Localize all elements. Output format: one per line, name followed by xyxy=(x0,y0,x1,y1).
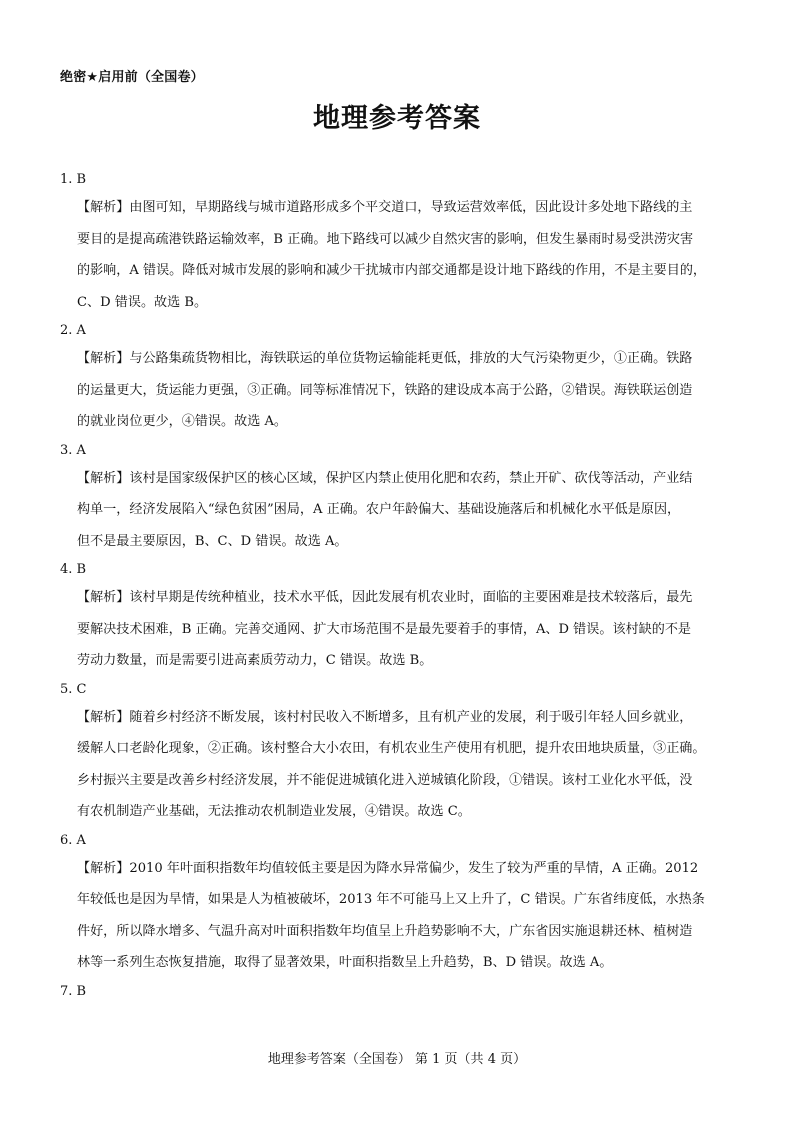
question-number: 4. B xyxy=(60,562,87,577)
question-number: 7. B xyxy=(60,983,87,999)
analysis-line: 有农机制造产业基础，无法推动农机制造业发展，④错误。故选 C。 xyxy=(77,804,471,819)
analysis-line: 【解析】由图可知，早期路线与城市道路形成多个平交道口，导致运营效率低，因此设计多处地下路线的主 xyxy=(77,200,693,215)
analysis-line: 的就业岗位更少，④错误。故选 A。 xyxy=(77,414,288,429)
analysis-line: C、D 错误。故选 B。 xyxy=(77,294,208,310)
page-title: 地理参考答案 xyxy=(313,103,481,134)
analysis-line: 【解析】随着乡村经济不断发展，该村村民收入不断增多，且有机产业的发展，利于吸引年轻人回乡就业， xyxy=(77,709,693,725)
analysis-text xyxy=(77,463,736,558)
analysis-line: 乡村振兴主要是改善乡村经济发展，并不能促进城镇化进入逆城镇化阶段，①错误。该村工业化水平低，没 xyxy=(77,772,693,788)
answer-item-2 xyxy=(60,320,736,438)
analysis-text xyxy=(77,192,736,318)
analysis-line: 要目的是提高疏港铁路运输效率，B 正确。地下路线可以减少自然灾害的影响，但发生暴雨时易受洪涝灾害 xyxy=(77,231,694,247)
analysis-text xyxy=(77,702,736,828)
analysis-line: 【解析】该村是国家级保护区的核心区域，保护区内禁止使用化肥和农药，禁止开矿、砍伐等活动，产业结 xyxy=(77,470,693,486)
analysis-line: 劳动力数量，而是需要引进高素质劳动力，C 错误。故选 B。 xyxy=(77,653,433,668)
analysis-line: 但不是最主要原因，B、C、D 错误。故选 A。 xyxy=(77,533,348,549)
analysis-line: 构单一，经济发展陷入“绿色贫困”困局，A 正确。农户年龄偏大、基础设施落后和机械化水平低是原因， xyxy=(77,502,681,517)
analysis-text xyxy=(77,343,736,438)
question-number: 3. A xyxy=(60,442,86,458)
answer-item-7 xyxy=(60,981,736,1003)
analysis-line: 的运量更大，货运能力更强，③正确。同等标准情况下，铁路的建设成本高于公路，②错误。海铁联运创造 xyxy=(77,382,693,398)
analysis-line: 年较低也是因为旱情，如果是人为植被破坏，2013 年不可能马上又上升了，C 错误。广东省纬度低，水热条 xyxy=(77,892,705,907)
question-number: 1. B xyxy=(60,172,87,187)
analysis-line: 【解析】该村早期是传统种植业，技术水平低，因此发展有机农业时，面临的主要困难是技术较落后，最先 xyxy=(77,590,693,605)
analysis-line: 件好，所以降水增多、气温升高对叶面积指数年均值呈上升趋势影响不大，广东省因实施退耕还林、植树造 xyxy=(77,923,693,939)
answer-item-3 xyxy=(60,440,736,558)
analysis-line: 要解决技术困难，B 正确。完善交通网、扩大市场范围不是最先要着手的事情，A、D 错误。该村缺的不是 xyxy=(77,621,692,637)
analysis-text xyxy=(77,853,736,979)
analysis-line: 【解析】与公路集疏货物相比，海铁联运的单位货物运输能耗更低，排放的大气污染物更少，①正确。铁路 xyxy=(77,351,693,366)
confidential-tag: 绝密★启用前（全国卷） xyxy=(60,70,204,85)
page-footer: 地理参考答案（全国卷） 第 1 页（共 4 页） xyxy=(267,1052,527,1067)
question-number: 2. A xyxy=(60,323,86,338)
analysis-line: 林等一系列生态恢复措施，取得了显著效果，叶面积指数呈上升趋势，B、D 错误。故选 A。 xyxy=(77,955,613,970)
question-number: 5. C xyxy=(60,681,87,697)
analysis-text xyxy=(77,582,736,677)
answer-item-4 xyxy=(60,559,736,677)
question-number: 6. A xyxy=(60,832,86,848)
analysis-line: 缓解人口老龄化现象，②正确。该村整合大小农田，有机农业生产使用有机肥，提升农田地块质量，③正确。 xyxy=(77,741,706,756)
answer-item-5 xyxy=(60,679,736,828)
analysis-line: 【解析】2010 年叶面积指数年均值较低主要是因为降水异常偏少，发生了较为严重的旱情，A 正确。2012 xyxy=(77,860,699,876)
answer-list xyxy=(60,168,736,1005)
analysis-line: 的影响，A 错误。降低对城市发展的影响和减少干扰城市内部交通都是设计地下路线的作用，不是主要目的， xyxy=(77,263,707,278)
answer-item-6 xyxy=(60,830,736,979)
answer-item-1 xyxy=(60,169,736,318)
